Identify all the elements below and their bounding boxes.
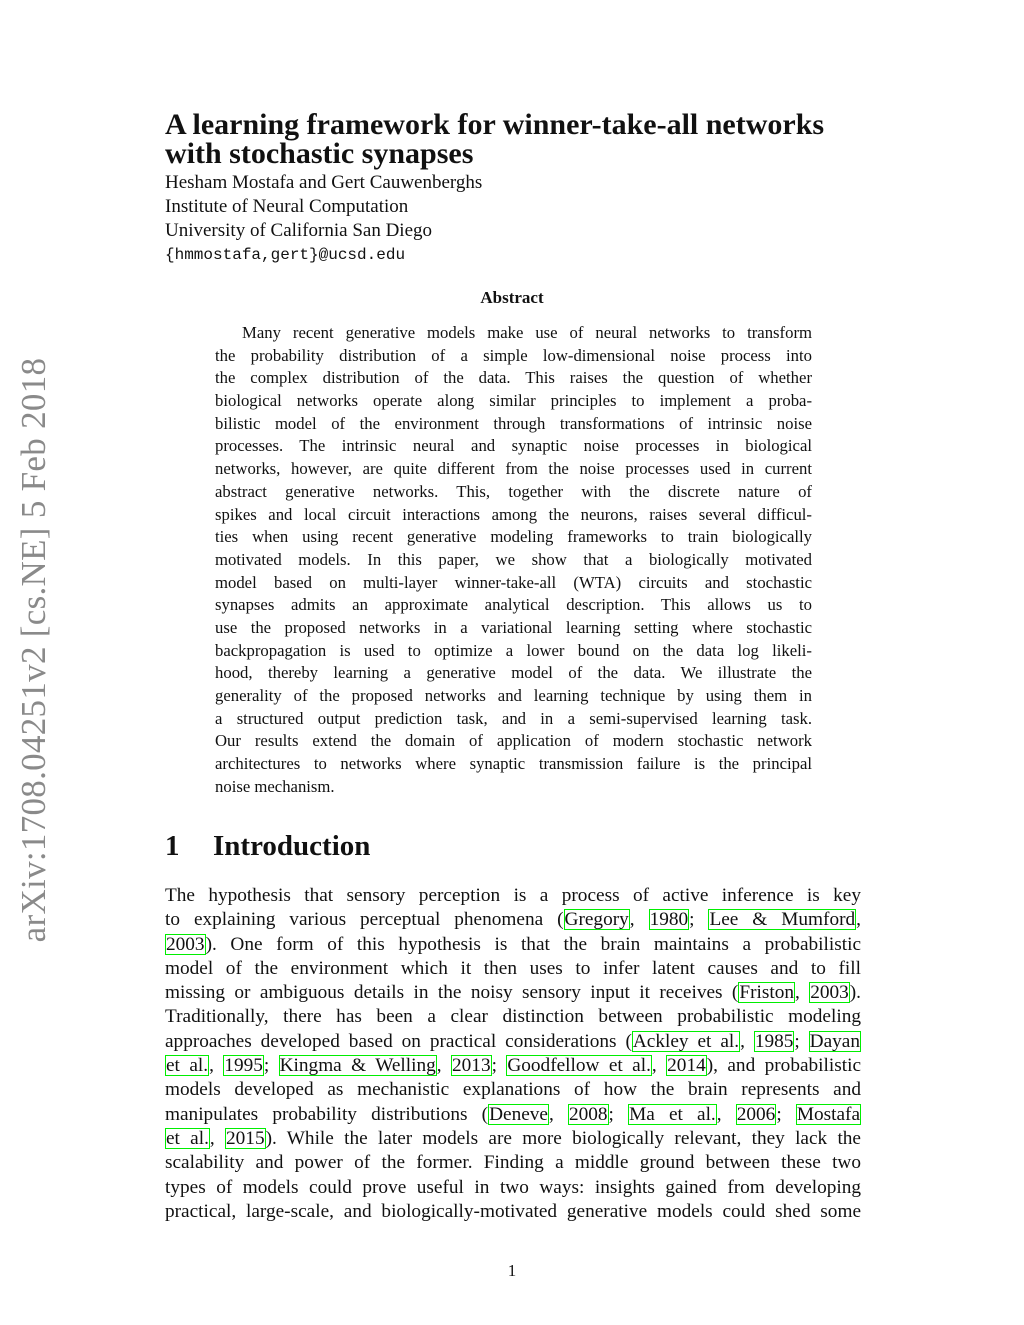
intro-line: model of the environment which it then uses to infer latent causes and to fill (165, 957, 861, 979)
abstract-line: use the proposed networks in a variational learning setting where stochastic (215, 617, 812, 637)
citation-link[interactable]: 2013 (452, 1055, 491, 1077)
author-block (165, 171, 482, 267)
abstract-line: processes. The intrinsic neural and synaptic noise processes in biological (215, 436, 812, 456)
citation-link[interactable]: Lee & Mumford (709, 909, 856, 931)
authors: Hesham Mostafa and Gert Cauwenberghs (165, 172, 483, 193)
abstract-line: bilistic model of the environment through transformations of intrinsic noise (215, 413, 812, 433)
citation-link[interactable]: 2003 (810, 982, 849, 1004)
abstract-line: a structured output prediction task, and in a semi-supervised learning task. (215, 708, 812, 728)
intro-line: The hypothesis that sensory perception is a process of active inference is key (165, 885, 861, 906)
paper-title: A learning framework for winner-take-all networks with stochastic synapses (165, 108, 825, 170)
intro-line: scalability and power of the former. Finding a middle ground between these two (165, 1152, 861, 1174)
intro-line: approaches developed based on practical considerations (Ackley et al., 1985; Dayan (165, 1030, 860, 1052)
abstract-line: ties when using recent generative modeling frameworks to train biologically (215, 527, 812, 547)
abstract-line: backpropagation is used to optimize a lower bound on the data log likeli- (215, 640, 812, 660)
page-number: 1 (507, 1261, 517, 1280)
abstract-line: synapses admits an approximate analytical description. This allows us to (215, 595, 812, 615)
arxiv-id-text: arXiv:1708.04251v2 [cs.NE] 5 Feb 2018 (14, 357, 53, 943)
citation-link[interactable]: 2014 (667, 1055, 706, 1077)
abstract-line: hood, thereby learning a generative model of the data. We illustrate the (215, 663, 812, 683)
intro-line: models developed as mechanistic explanations of how the brain represents and (165, 1079, 861, 1101)
intro-line: et al., 2015). While the later models are more biologically relevant, they lack the (166, 1127, 861, 1149)
abstract-line: the probability distribution of a simple low-dimensional noise process into (215, 345, 812, 365)
abstract-line: generality of the proposed networks and learning technique by using them in (215, 686, 812, 705)
section-number: 1 (165, 830, 180, 862)
abstract-heading: Abstract (480, 288, 544, 307)
citation-link[interactable]: et al. (166, 1127, 209, 1149)
abstract-line: model based on multi-layer winner-take-all (WTA) circuits and stochastic (215, 572, 812, 592)
abstract-line: Many recent generative models make use of neural networks to transform (242, 323, 812, 342)
intro-line: manipulates probability distributions (Deneve, 2008; Ma et al., 2006; Mostafa (165, 1103, 861, 1125)
intro-line: 2003). One form of this hypothesis is that the brain maintains a probabilistic (166, 933, 861, 955)
introduction-body (165, 884, 861, 1224)
citation-link[interactable]: Kingma & Welling (279, 1055, 436, 1077)
citation-link[interactable]: Dayan (809, 1030, 860, 1052)
abstract-line: the complex distribution of the data. This raises the question of whether (215, 368, 812, 388)
intro-line: et al., 1995; Kingma & Welling, 2013; Goodfellow et al., 2014), and probabilistic (166, 1055, 861, 1077)
abstract-line: noise mechanism. (215, 776, 335, 796)
abstract-line: Our results extend the domain of application of modern stochastic network (215, 731, 812, 751)
citation-link[interactable]: Goodfellow et al. (507, 1055, 651, 1077)
citation-link[interactable]: et al. (166, 1055, 209, 1077)
citation-link[interactable]: Gregory (564, 909, 629, 931)
citation-link[interactable]: 2015 (226, 1127, 265, 1149)
university: University of California San Diego (165, 220, 433, 241)
intro-line: missing or ambiguous details in the noisy sensory input it receives (Friston, 2003). (165, 982, 862, 1004)
citation-link[interactable]: 1985 (754, 1030, 794, 1052)
intro-line: to explaining various perceptual phenomena (Gregory, 1980; Lee & Mumford, (165, 909, 861, 931)
citation-link[interactable]: Deneve (489, 1103, 548, 1125)
section-title: Introduction (213, 830, 371, 862)
abstract-line: architectures to networks where synaptic transmission failure is the principal (215, 754, 812, 774)
citation-link[interactable]: Friston (739, 982, 794, 1004)
citation-link[interactable]: 2003 (166, 933, 205, 955)
arxiv-identifier-stamp (4, 357, 64, 943)
citation-link[interactable]: 1980 (649, 909, 689, 931)
intro-line: types of models could prove useful in two ways: insights gained from developing (165, 1176, 861, 1198)
abstract-line: spikes and local circuit interactions among the neurons, raises several difficul- (215, 504, 812, 524)
abstract-line: motivated models. In this paper, we show that a biologically motivated (215, 549, 812, 569)
citation-link[interactable]: Ackley et al. (632, 1030, 740, 1052)
abstract-line: networks, however, are quite different from the noise processes used in current (215, 459, 812, 479)
abstract-line: abstract generative networks. This, together with the discrete nature of (215, 481, 812, 501)
abstract-body (215, 322, 812, 798)
intro-line: practical, large-scale, and biologically-motivated generative models could shed some (165, 1200, 861, 1222)
citation-link[interactable]: 2006 (736, 1103, 776, 1125)
section-heading-introduction (165, 830, 370, 863)
affiliation: Institute of Neural Computation (165, 196, 409, 217)
author-email[interactable]: {hmmostafa,gert}@ucsd.edu (165, 246, 406, 264)
citation-link[interactable]: Ma et al. (629, 1103, 716, 1125)
citation-link[interactable]: 2008 (568, 1103, 608, 1125)
abstract-line: biological networks operate along similar principles to implement a proba- (215, 391, 812, 411)
citation-link[interactable]: 1995 (224, 1055, 263, 1077)
intro-line: Traditionally, there has been a clear distinction between probabilistic modeling (165, 1006, 861, 1028)
citation-link[interactable]: Mostafa (796, 1103, 861, 1125)
